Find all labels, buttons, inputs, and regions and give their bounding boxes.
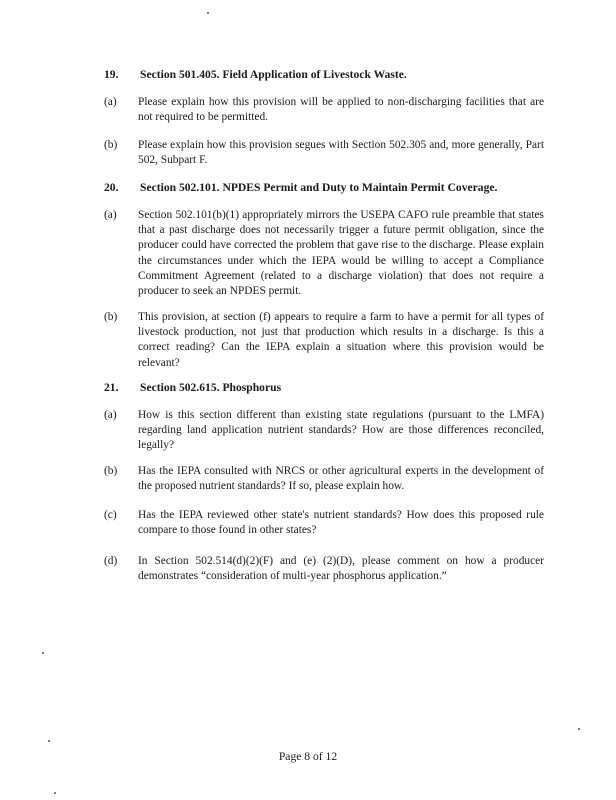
item-letter: (a): [104, 409, 117, 421]
section-20-item-a: [104, 208, 544, 299]
scan-speck: [207, 12, 209, 14]
item-text: How is this section different than existing state regulations (pursuant to the LMFA) regarding land application nutrient standards? How are those differences reconciled, legally?: [138, 409, 544, 452]
section-19-item-a: [104, 95, 544, 125]
item-text: Please explain how this provision segues with Section 502.305 and, more generally, Part 502, Subpart F.: [138, 139, 544, 167]
item-letter: (b): [104, 139, 118, 151]
section-number: 20.: [104, 181, 119, 194]
item-text: This provision, at section (f) appears to require a farm to have a permit for all types of livestock production, not just that production which results in a discharge. Is this a correct reading? Can the IEPA explain a situation where this provision would be relevant?: [138, 311, 544, 369]
item-letter: (b): [104, 311, 118, 323]
section-number: 19.: [104, 68, 119, 81]
section-20-heading: [104, 180, 497, 195]
item-text: Has the IEPA reviewed other state's nutrient standards? How does this proposed rule compare to those found in other states?: [138, 509, 544, 537]
scan-speck: [578, 728, 580, 730]
section-21-item-b: [104, 464, 544, 494]
section-19-item-b: [104, 138, 544, 168]
scan-speck: [42, 652, 44, 654]
item-text: Please explain how this provision will be applied to non-discharging facilities that are not required to be permitted.: [138, 96, 544, 124]
section-title: Section 502.615. Phosphorus: [140, 381, 282, 394]
page-number: Page 8 of 12: [278, 750, 338, 763]
section-21-item-c: [104, 508, 544, 538]
section-21-item-a: [104, 408, 544, 454]
item-letter: (a): [104, 209, 117, 221]
item-letter: (c): [104, 509, 117, 521]
section-21-item-d: [104, 554, 544, 584]
scan-speck: [54, 792, 56, 794]
item-text: Has the IEPA consulted with NRCS or other agricultural experts in the development of the proposed nutrient standards? If so, please explain how.: [138, 465, 544, 493]
section-number: 21.: [104, 381, 119, 394]
section-19-heading: [104, 67, 407, 82]
item-text: Section 502.101(b)(1) appropriately mirrors the USEPA CAFO rule preamble that states that a past discharge does not necessarily trigger a future permit obligation, since the producer could have corrected the problem that gave rise to the discharge. Please explain the circumstances under which the IEPA would be willing to accept a Compliance Commitment Agreement (related to a discharge violation) that does not require a producer to seek an NPDES permit.: [138, 209, 544, 298]
section-20-item-b: [104, 310, 544, 371]
section-21-heading: [104, 380, 281, 395]
item-letter: (b): [104, 465, 118, 477]
item-letter: (a): [104, 96, 117, 108]
section-title: Section 501.405. Field Application of Livestock Waste.: [140, 68, 407, 81]
scan-speck: [48, 740, 50, 742]
item-letter: (d): [104, 555, 118, 567]
section-title: Section 502.101. NPDES Permit and Duty to Maintain Permit Coverage.: [140, 181, 498, 194]
item-text: In Section 502.514(d)(2)(F) and (e) (2)(D), please comment on how a producer demonstrates “consideration of multi-year phosphorus application.”: [138, 555, 544, 583]
